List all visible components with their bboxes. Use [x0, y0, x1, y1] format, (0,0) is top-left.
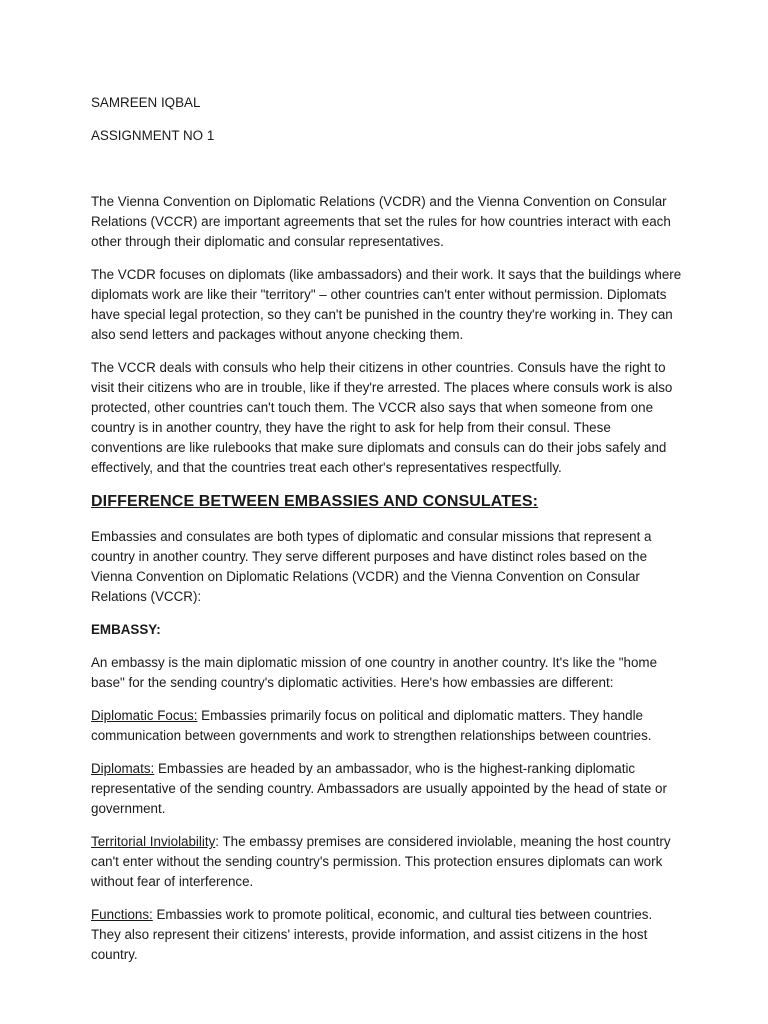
intro-paragraph-2: The VCDR focuses on diplomats (like ambassadors) and their work. It says that the buildings where diplomats work are like their "territory" – other countries can't enter without permission. Diplomats have special legal protection, so they can't be punished in the country they're working in. They can also send letters and packages without anyone checking them. [91, 267, 682, 342]
point-diplomats [91, 759, 683, 819]
document-page [91, 93, 683, 978]
section-heading: DIFFERENCE BETWEEN EMBASSIES AND CONSULATES: [91, 493, 539, 510]
point-text: Embassies are headed by an ambassador, who is the highest-ranking diplomatic representative of the sending country. Ambassadors are usually appointed by the head of state or government. [91, 761, 667, 816]
point-term: Diplomatic Focus: [91, 708, 198, 723]
intro-paragraph-1: The Vienna Convention on Diplomatic Relations (VCDR) and the Vienna Convention on Consular Relations (VCCR) are important agreements that set the rules for how countries interact with each other through their diplomatic and consular representatives. [91, 194, 671, 249]
intro-paragraph-3: The VCCR deals with consuls who help their citizens in other countries. Consuls have the right to visit their citizens who are in trouble, like if they're arrested. The places where consuls work is also protected, other countries can't touch them. The VCCR also says that when someone from one country is in another country, they have the right to ask for help from their consul. These conventions are like rulebooks that make sure diplomats and consuls can do their jobs safely and effectively, and that the countries treat each other's representatives respectfully. [91, 360, 673, 475]
point-functions [91, 905, 683, 965]
author-name: SAMREEN IQBAL [91, 95, 201, 110]
point-territorial-inviolability [91, 832, 683, 892]
embassy-intro-paragraph: An embassy is the main diplomatic mission of one country in another country. It's like the "home base" for the sending country's diplomatic activities. Here's how embassies are different: [91, 655, 658, 690]
point-term: Functions: [91, 907, 153, 922]
point-diplomatic-focus [91, 706, 683, 746]
point-text: Embassies primarily focus on political and diplomatic matters. They handle communication between governments and work to strengthen relationships between countries. [91, 708, 652, 743]
point-term: Territorial Inviolability [91, 834, 216, 849]
point-text: : The embassy premises are considered inviolable, meaning the host country can't enter without the sending country's permission. This protection ensures diplomats can work without fear of interference. [91, 834, 671, 889]
section-intro-paragraph: Embassies and consulates are both types of diplomatic and consular missions that represent a country in another country. They serve different purposes and have distinct roles based on the Vienna Convention on Diplomatic Relations (VCDR) and the Vienna Convention on Consular Relations (VCCR): [91, 529, 652, 604]
point-term: Diplomats: [91, 761, 155, 776]
assignment-title: ASSIGNMENT NO 1 [91, 128, 215, 143]
point-text: Embassies work to promote political, economic, and cultural ties between countries. They also represent their citizens' interests, provide information, and assist citizens in the host country. [91, 907, 653, 962]
embassy-subheading: EMBASSY: [91, 622, 161, 637]
